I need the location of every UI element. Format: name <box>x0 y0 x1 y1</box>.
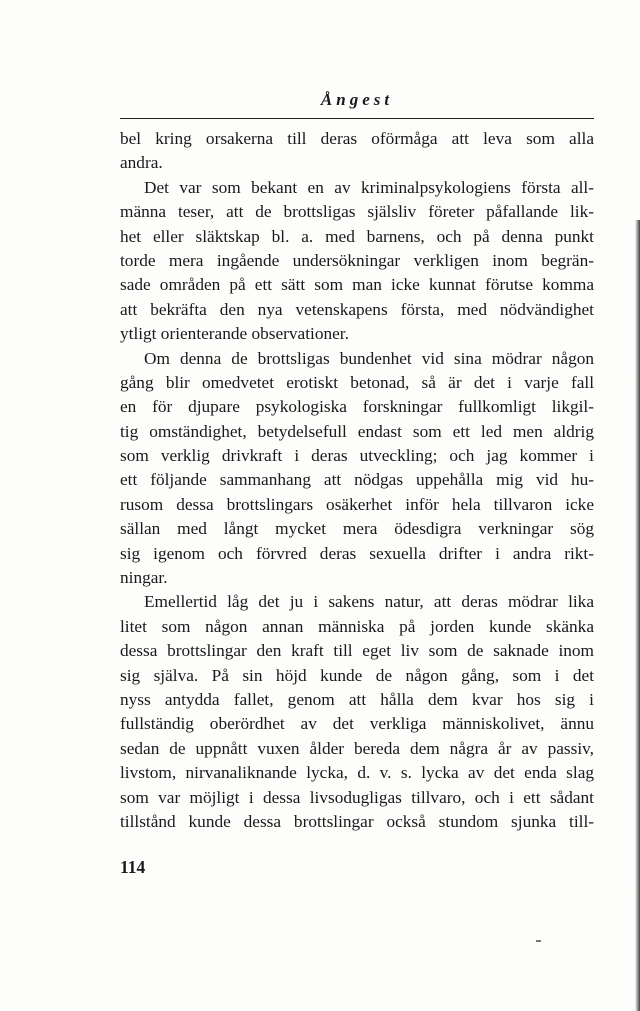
text-line: gång blir omedvetet erotiskt betonad, så är det i varje fall <box>120 372 594 392</box>
text-line: ningar. <box>120 568 168 588</box>
text-line: torde mera ingående undersökningar verkligen inom begrän- <box>120 250 594 270</box>
text-line: ytligt orienterande observationer. <box>120 324 349 344</box>
page-number: 114 <box>120 857 146 877</box>
text-line: som verklig drivkraft i deras utveckling; och jag kommer i <box>120 446 594 466</box>
text-line: litet som någon annan människa på jorden kunde skänka <box>120 616 594 636</box>
header-rule <box>120 118 594 119</box>
running-header: Ångest <box>320 90 394 109</box>
text-line: ett följande sammanhang att nödgas uppehålla mig vid hu- <box>120 470 594 490</box>
text-line: tillstånd kunde dessa brottslingar också stundom sjunka till- <box>120 811 594 831</box>
text-line: rusom dessa brottslingars osäkerhet inför hela tillvaron icke <box>120 494 594 514</box>
text-line: som var möjligt i dessa livsodugligas tillvaro, och i ett sådant <box>120 787 594 807</box>
text-line: sedan de uppnått vuxen ålder bereda dem några år av passiv, <box>120 738 594 758</box>
text-line: fullständig oberördhet av det verkliga människolivet, ännu <box>120 714 594 734</box>
text-line: dessa brottslingar den kraft till eget liv som de saknade inom <box>120 641 594 661</box>
text-line: sig igenom och förvred deras sexuella drifter i andra rikt- <box>120 543 594 563</box>
text-line: en för djupare psykologiska forskningar fullkomligt likgil- <box>120 397 594 417</box>
text-line: livstom, nirvanaliknande lycka, d. v. s. lycka av det enda slag <box>120 763 594 783</box>
page-edge-shadow <box>635 220 640 1011</box>
text-line: tig omständighet, betydelsefull endast som ett led men aldrig <box>120 421 594 441</box>
text-line: nyss antydda fallet, genom att hålla dem kvar hos sig i <box>120 689 594 709</box>
text-line: att bekräfta den nya vetenskapens första, med nödvändighet <box>120 299 594 319</box>
text-line: het eller släktskap bl. a. med barnens, och på denna punkt <box>120 226 594 246</box>
print-speck <box>536 940 541 942</box>
text-line: sig själva. På sin höjd kunde de någon gång, som i det <box>120 665 594 685</box>
text-line: sade områden på ett sätt som man icke kunnat förutse komma <box>120 275 594 295</box>
text-line: Om denna de brottsligas bundenhet vid sina mödrar någon <box>144 348 594 368</box>
text-line: andra. <box>120 153 163 173</box>
text-line: sällan med långt mycket mera ödesdigra verkningar sög <box>120 519 594 539</box>
body-text <box>120 127 594 834</box>
text-line: Det var som bekant en av kriminalpsykologiens första all- <box>144 177 594 197</box>
text-line: bel kring orsakerna till deras oförmåga att leva som alla <box>120 129 594 148</box>
text-line: männa teser, att de brottsligas själsliv företer påfallande lik- <box>120 202 594 222</box>
text-line: Emellertid låg det ju i sakens natur, att deras mödrar lika <box>144 592 594 612</box>
